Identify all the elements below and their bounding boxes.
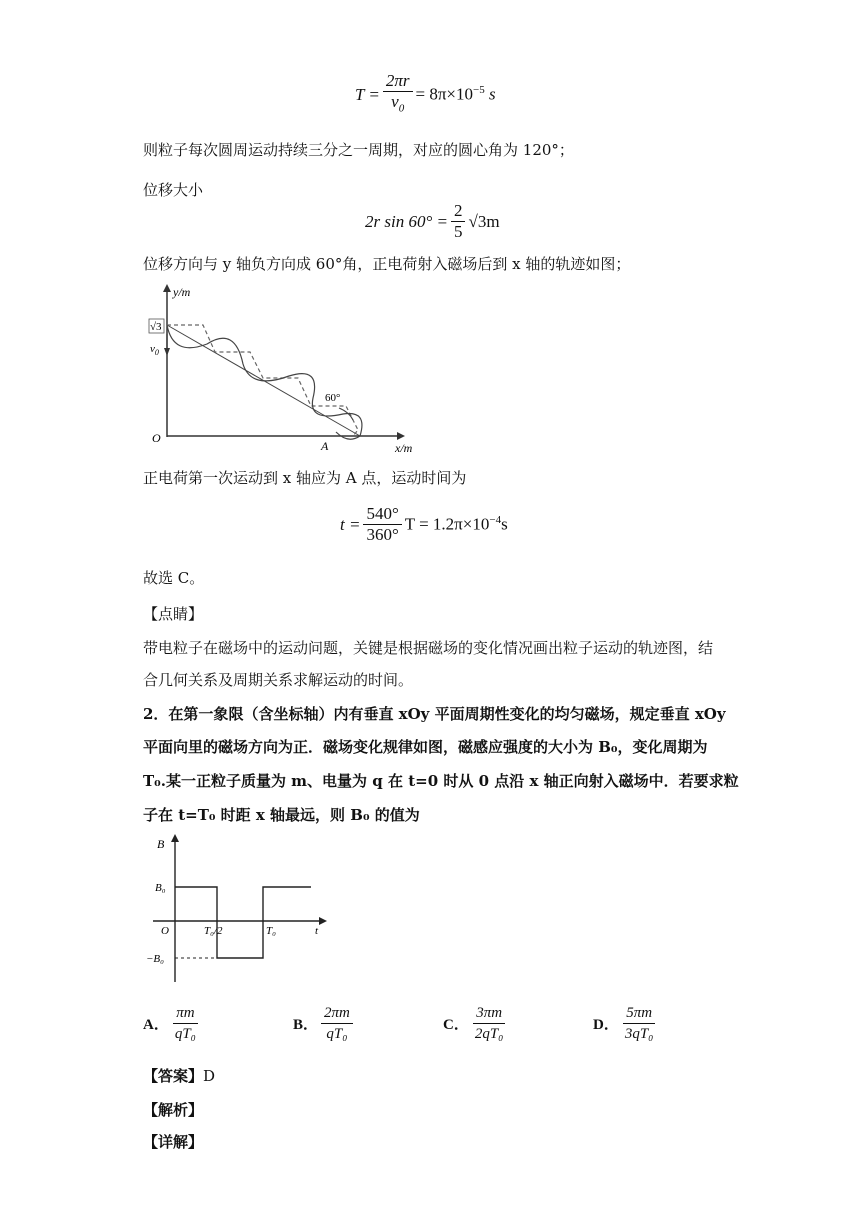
formula-T-rhs-main: = 8π×10 xyxy=(415,85,474,105)
formula-displacement xyxy=(365,202,500,241)
bt-B0-label: B₀ xyxy=(155,882,166,894)
xiangjie-heading: 【详解】 xyxy=(143,1133,204,1151)
formula-T-rhs xyxy=(416,84,496,105)
question-2-line-3: T₀.某一正粒子质量为 m、电量为 q 在 t=0 时从 0 点沿 x 轴正向射入磁场中．若要求粒 xyxy=(143,772,739,790)
bt-t-label: t xyxy=(315,925,319,937)
option-D-den: 3qT₀ xyxy=(624,1026,654,1042)
text-line-2: 位移大小 xyxy=(143,181,204,199)
option-D-fraction xyxy=(622,1004,657,1043)
text-line-1: 则粒子每次圆周运动持续三分之一周期，对应的圆心角为 120°； xyxy=(143,141,574,159)
traj-y-label: y/m xyxy=(173,285,191,299)
dianjing-para-2: 合几何关系及周期关系求解运动的时间。 xyxy=(143,671,414,689)
formula-T-num: 2πr xyxy=(383,72,413,92)
formula-time xyxy=(340,505,508,544)
answer-line xyxy=(143,1066,215,1086)
traj-x-label: x/m xyxy=(395,441,413,455)
option-D-num: 5πm xyxy=(623,1004,655,1024)
formula-T-den-v: v xyxy=(391,92,399,111)
option-D[interactable] xyxy=(593,1004,659,1043)
traj-v0-label xyxy=(150,343,159,357)
bt-y-arrow xyxy=(171,834,179,842)
formula-t-lhs: t = xyxy=(340,514,361,534)
option-C-num: 3πm xyxy=(473,1004,505,1024)
b-t-figure xyxy=(143,832,343,987)
traj-x-arrow xyxy=(397,432,405,440)
traj-v0-sub: 0 xyxy=(154,348,159,357)
formula-disp-fraction xyxy=(451,202,466,241)
formula-disp-lhs: 2r sin 60° = xyxy=(365,211,448,231)
formula-T-unit: s xyxy=(489,85,496,105)
formula-period xyxy=(355,72,496,117)
bt-negB0-label: −B₀ xyxy=(146,953,164,965)
formula-t-rhs-sup: −4 xyxy=(489,514,502,527)
option-B-label: B． xyxy=(293,1017,319,1033)
answer-value: D xyxy=(203,1067,216,1085)
formula-disp-num: 2 xyxy=(451,202,466,222)
option-A[interactable] xyxy=(143,1004,202,1043)
traj-sqrt3-label: √3 xyxy=(150,321,162,333)
bt-T0half-label: T₀/2 xyxy=(204,925,223,937)
option-C-fraction xyxy=(472,1004,507,1043)
option-B-den: qT₀ xyxy=(326,1026,348,1042)
formula-t-unit: s xyxy=(501,514,508,534)
option-B[interactable] xyxy=(293,1004,356,1043)
formula-T-den-sub: 0 xyxy=(398,102,405,115)
formula-t-fraction xyxy=(363,505,401,544)
option-A-label: A． xyxy=(143,1017,169,1033)
question-2-line-4: 子在 t=T₀ 时距 x 轴最远，则 B₀ 的值为 xyxy=(143,806,420,824)
option-C-den: 2qT₀ xyxy=(474,1026,504,1042)
option-B-num: 2πm xyxy=(321,1004,353,1024)
trajectory-figure xyxy=(143,282,433,460)
option-D-label: D． xyxy=(593,1017,619,1033)
text-line-4: 正电荷第一次运动到 x 轴应为 A 点，运动时间为 xyxy=(143,469,467,487)
formula-T-rhs-sup: −5 xyxy=(473,84,485,97)
traj-point-A: A xyxy=(321,439,329,453)
traj-origin-label: O xyxy=(152,431,161,445)
traj-v0-v: v xyxy=(150,343,155,355)
text-line-3: 位移方向与 y 轴负方向成 60°角，正电荷射入磁场后到 x 轴的轨迹如图； xyxy=(143,255,631,273)
option-B-fraction xyxy=(321,1004,353,1043)
dianjing-heading: 【点睛】 xyxy=(143,605,204,623)
formula-disp-rhs: √3m xyxy=(468,211,500,231)
jiexi-heading: 【解析】 xyxy=(143,1101,204,1119)
bt-T0-label: T₀ xyxy=(266,925,276,937)
dianjing-para-1: 带电粒子在磁场中的运动问题，关键是根据磁场的变化情况画出粒子运动的轨迹图，结 xyxy=(143,639,714,657)
option-A-den: qT₀ xyxy=(174,1026,196,1042)
formula-T-fraction xyxy=(383,72,413,117)
bt-B-label: B xyxy=(157,837,165,851)
bt-x-arrow xyxy=(319,917,327,925)
answer-heading: 【答案】 xyxy=(143,1067,204,1085)
traj-v0-arrowhead xyxy=(164,348,170,356)
question-2-line-1: 2．在第一象限（含坐标轴）内有垂直 xOy 平面周期性变化的均匀磁场，规定垂直 xOy xyxy=(143,705,726,723)
formula-t-den: 360° xyxy=(366,525,399,544)
formula-T-lhs: T = xyxy=(355,84,380,104)
formula-t-rhs-main: T = 1.2π×10 xyxy=(404,514,490,534)
formula-t-rhs xyxy=(405,514,508,535)
question-2-line-2: 平面向里的磁场方向为正．磁场变化规律如图，磁感应强度的大小为 B₀，变化周期为 xyxy=(143,738,708,756)
option-C[interactable] xyxy=(443,1004,509,1043)
option-A-num: πm xyxy=(173,1004,197,1024)
formula-t-num: 540° xyxy=(363,505,401,525)
formula-disp-den: 5 xyxy=(453,222,463,241)
bt-square-wave xyxy=(175,887,311,958)
option-C-label: C． xyxy=(443,1017,469,1033)
formula-T-den xyxy=(388,92,407,117)
option-A-fraction xyxy=(172,1004,199,1043)
bt-O-label: O xyxy=(161,925,169,937)
traj-y-arrow xyxy=(163,284,171,292)
text-line-5: 故选 C。 xyxy=(143,569,205,587)
traj-angle-label: 60° xyxy=(325,392,341,404)
